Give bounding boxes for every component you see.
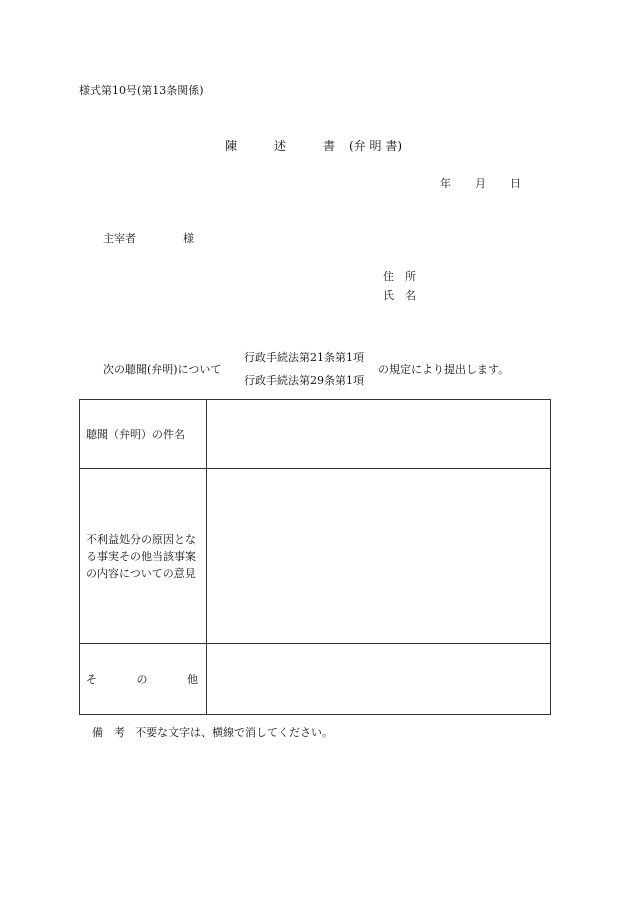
statement-prefix: 次の聴聞(弁明)について (103, 363, 222, 376)
title-suffix: (弁 明 書) (349, 139, 403, 153)
other-label-char-2: の (136, 672, 148, 686)
subject-label: 聴聞（弁明）の件名 (80, 400, 207, 469)
remarks-text: 不要な文字は、横線で消してください。 (135, 726, 333, 739)
remarks-line (92, 724, 333, 740)
opinion-label: 不利益処分の原因となる事実その他当該事案の内容についての意見 (80, 469, 207, 644)
subject-field[interactable] (207, 400, 551, 469)
date-year-label: 年 (440, 177, 451, 190)
statement-table (79, 399, 551, 715)
title-char-1: 陳 (225, 139, 238, 153)
title-char-3: 書 (323, 139, 336, 153)
form-number: 様式第10号(第13条関係) (79, 84, 204, 97)
document-title (225, 137, 402, 154)
law-option-article-21: 行政手続法第21条第1項 (244, 351, 364, 364)
other-label-char-1: そ (86, 672, 97, 686)
table-row (80, 400, 551, 469)
other-label-char-3: 他 (187, 672, 198, 686)
name-label: 氏 名 (383, 289, 416, 302)
other-label (80, 644, 207, 715)
law-option-article-29: 行政手続法第29条第1項 (244, 374, 364, 387)
addressee-title: 主宰者 (103, 232, 136, 245)
other-field[interactable] (207, 644, 551, 715)
address-label: 住 所 (383, 270, 416, 283)
date-day-label: 日 (510, 177, 521, 190)
statement-suffix: の規定により提出します。 (378, 363, 510, 376)
date-month-label: 月 (475, 177, 486, 190)
addressee-honorific: 様 (183, 232, 194, 245)
table-row (80, 644, 551, 715)
title-char-2: 述 (274, 139, 287, 153)
date-line (440, 175, 521, 191)
table-row (80, 469, 551, 644)
addressee-line (103, 230, 194, 246)
opinion-field[interactable] (207, 469, 551, 644)
remarks-label: 備 考 (92, 726, 125, 739)
